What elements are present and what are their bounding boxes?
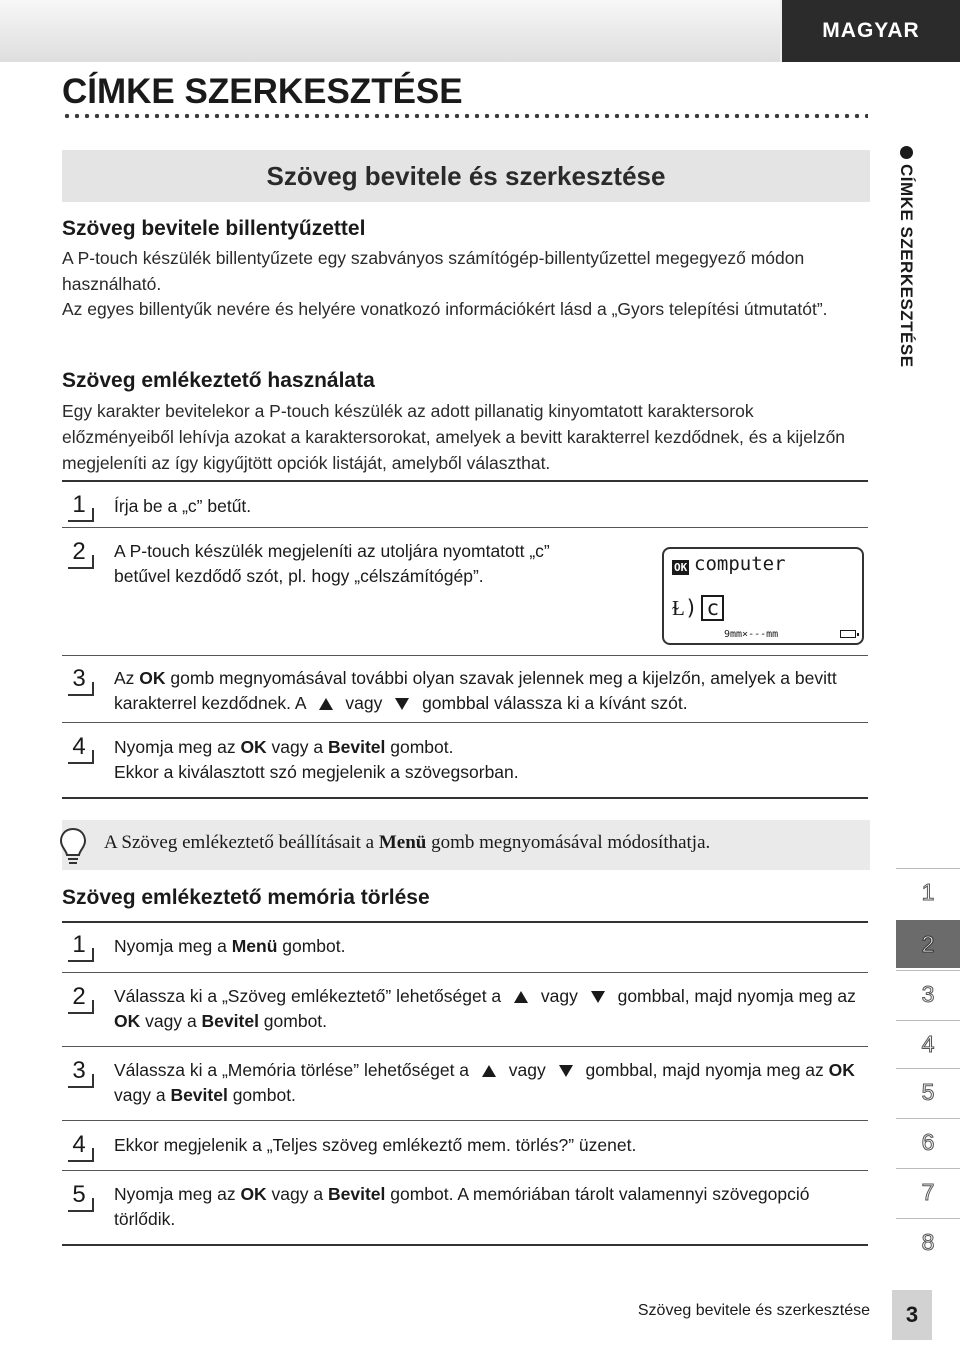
language-badge: MAGYAR [782, 0, 960, 62]
step-divider [62, 1120, 868, 1121]
lightbulb-icon [58, 826, 88, 866]
step-text: Az OK gomb megnyomásával további olyan szavak jelennek meg a kijelzőn, amelyek a bevitt karakterrel kezdődnek. A vagy gombbal válassza ki a kívánt szót. [114, 668, 837, 713]
footer-section-name: Szöveg bevitele és szerkesztése [637, 1302, 870, 1319]
step-divider [62, 1170, 868, 1171]
step-number: 3 [62, 1056, 96, 1088]
ok-key-label: OK [139, 668, 166, 688]
step-number: 1 [62, 930, 96, 962]
ok-indicator: OK [674, 561, 688, 574]
lcd-cursor-char: c [701, 595, 724, 621]
step-divider [62, 921, 868, 923]
chapter-tab-3[interactable]: 3 [896, 970, 960, 1018]
chapter-tab-5[interactable]: 5 [896, 1068, 960, 1116]
keyboard-section-para1: A P-touch készülék billentyűzete egy szabványos számítógép-billentyűzettel megegyező módon használható. [62, 248, 805, 294]
step-text: Válassza ki a „Szöveg emlékeztető” lehetőséget a vagy gombbal, majd nyomja meg az OK vagy a Bevitel gombot. [114, 986, 856, 1031]
bullet-icon [900, 146, 913, 159]
step-number: 5 [62, 1180, 96, 1212]
up-arrow-icon [514, 991, 528, 1003]
step-divider [62, 655, 868, 656]
step-divider [62, 480, 868, 482]
sidebar-chapter-label: CÍMKE SZERKESZTÉSE [897, 164, 916, 368]
step-number: 1 [62, 490, 96, 522]
hint-text: A Szöveg emlékeztető beállításait a Menü gomb megnyomásával módosíthatja. [104, 832, 711, 853]
chapter-tab-4[interactable]: 4 [896, 1020, 960, 1068]
down-arrow-icon [395, 698, 409, 710]
step-number: 2 [62, 537, 96, 569]
step-divider [62, 972, 868, 973]
up-arrow-icon [319, 698, 333, 710]
step-text: Ekkor megjelenik a „Teljes szöveg emlékeztő mem. törlés?” üzenet. [114, 1135, 637, 1155]
step-text: Írja be a „c” betűt. [114, 496, 252, 516]
page-title: CÍMKE SZERKESZTÉSE [62, 72, 463, 111]
reminder-section-para: Egy karakter bevitelekor a P-touch készülék az adott pillanatig kinyomtatott karaktersorok előzményeiből lehívja azokat a karaktersorokat, amelyek a bevitt karakterrel kezdődnek, és a kijelzőn megjeleníti az így kigyűjtött opciók listáját, amelyből választhat. [62, 401, 846, 473]
step-text: Nyomja meg az OK vagy a Bevitel gombot. A memóriában tárolt valamennyi szövegopció törlődik. [114, 1184, 810, 1229]
page-number: 3 [892, 1290, 932, 1340]
step-number: 2 [62, 982, 96, 1014]
chapter-tab-6[interactable]: 6 [896, 1118, 960, 1166]
up-arrow-icon [482, 1065, 496, 1077]
chapter-tab-8[interactable]: 8 [896, 1218, 960, 1266]
step-number: 3 [62, 664, 96, 696]
lcd-input-line [672, 595, 724, 621]
header-bar [0, 0, 780, 62]
step-text: Nyomja meg a Menü gombot. [114, 936, 346, 956]
step-number: 4 [62, 1130, 96, 1162]
step-number: 4 [62, 732, 96, 764]
down-arrow-icon [559, 1065, 573, 1077]
lcd-display [662, 547, 864, 645]
step-divider [62, 797, 868, 799]
memory-section-title: Szöveg emlékeztető memória törlése [62, 886, 430, 909]
chapter-tab-2[interactable]: 2 [896, 920, 960, 968]
step-text: Válassza ki a „Memória törlése” lehetőséget a vagy gombbal, majd nyomja meg az OK vagy a Bevitel gombot. [114, 1060, 855, 1105]
keyboard-section-para2: Az egyes billentyűk nevére és helyére vonatkozó információkért lásd a „Gyors telepítési útmutatót”. [62, 299, 828, 319]
down-arrow-icon [591, 991, 605, 1003]
lcd-status: 9mm×---mm [724, 629, 779, 640]
title-divider [62, 113, 868, 119]
battery-icon [840, 630, 856, 638]
lcd-line-marker: Ɫ) [672, 596, 698, 620]
step-divider [62, 1244, 868, 1246]
step-text: Nyomja meg az OK vagy a Bevitel gombot. Ekkor a kiválasztott szó megjelenik a szövegsorban. [114, 737, 519, 782]
chapter-tab-1[interactable]: 1 [896, 868, 960, 916]
step-divider [62, 1046, 868, 1047]
reminder-section-title: Szöveg emlékeztető használata [62, 369, 375, 392]
section-banner: Szöveg bevitele és szerkesztése [62, 150, 870, 202]
step-divider [62, 722, 868, 723]
lcd-suggestion: computer [694, 553, 786, 575]
chapter-tab-7[interactable]: 7 [896, 1168, 960, 1216]
step-divider [62, 527, 868, 528]
step-text: A P-touch készülék megjeleníti az utoljára nyomtatott „c” betűvel kezdődő szót, pl. hogy „célszámítógép”. [114, 541, 550, 586]
keyboard-section-title: Szöveg bevitele billentyűzettel [62, 217, 366, 240]
